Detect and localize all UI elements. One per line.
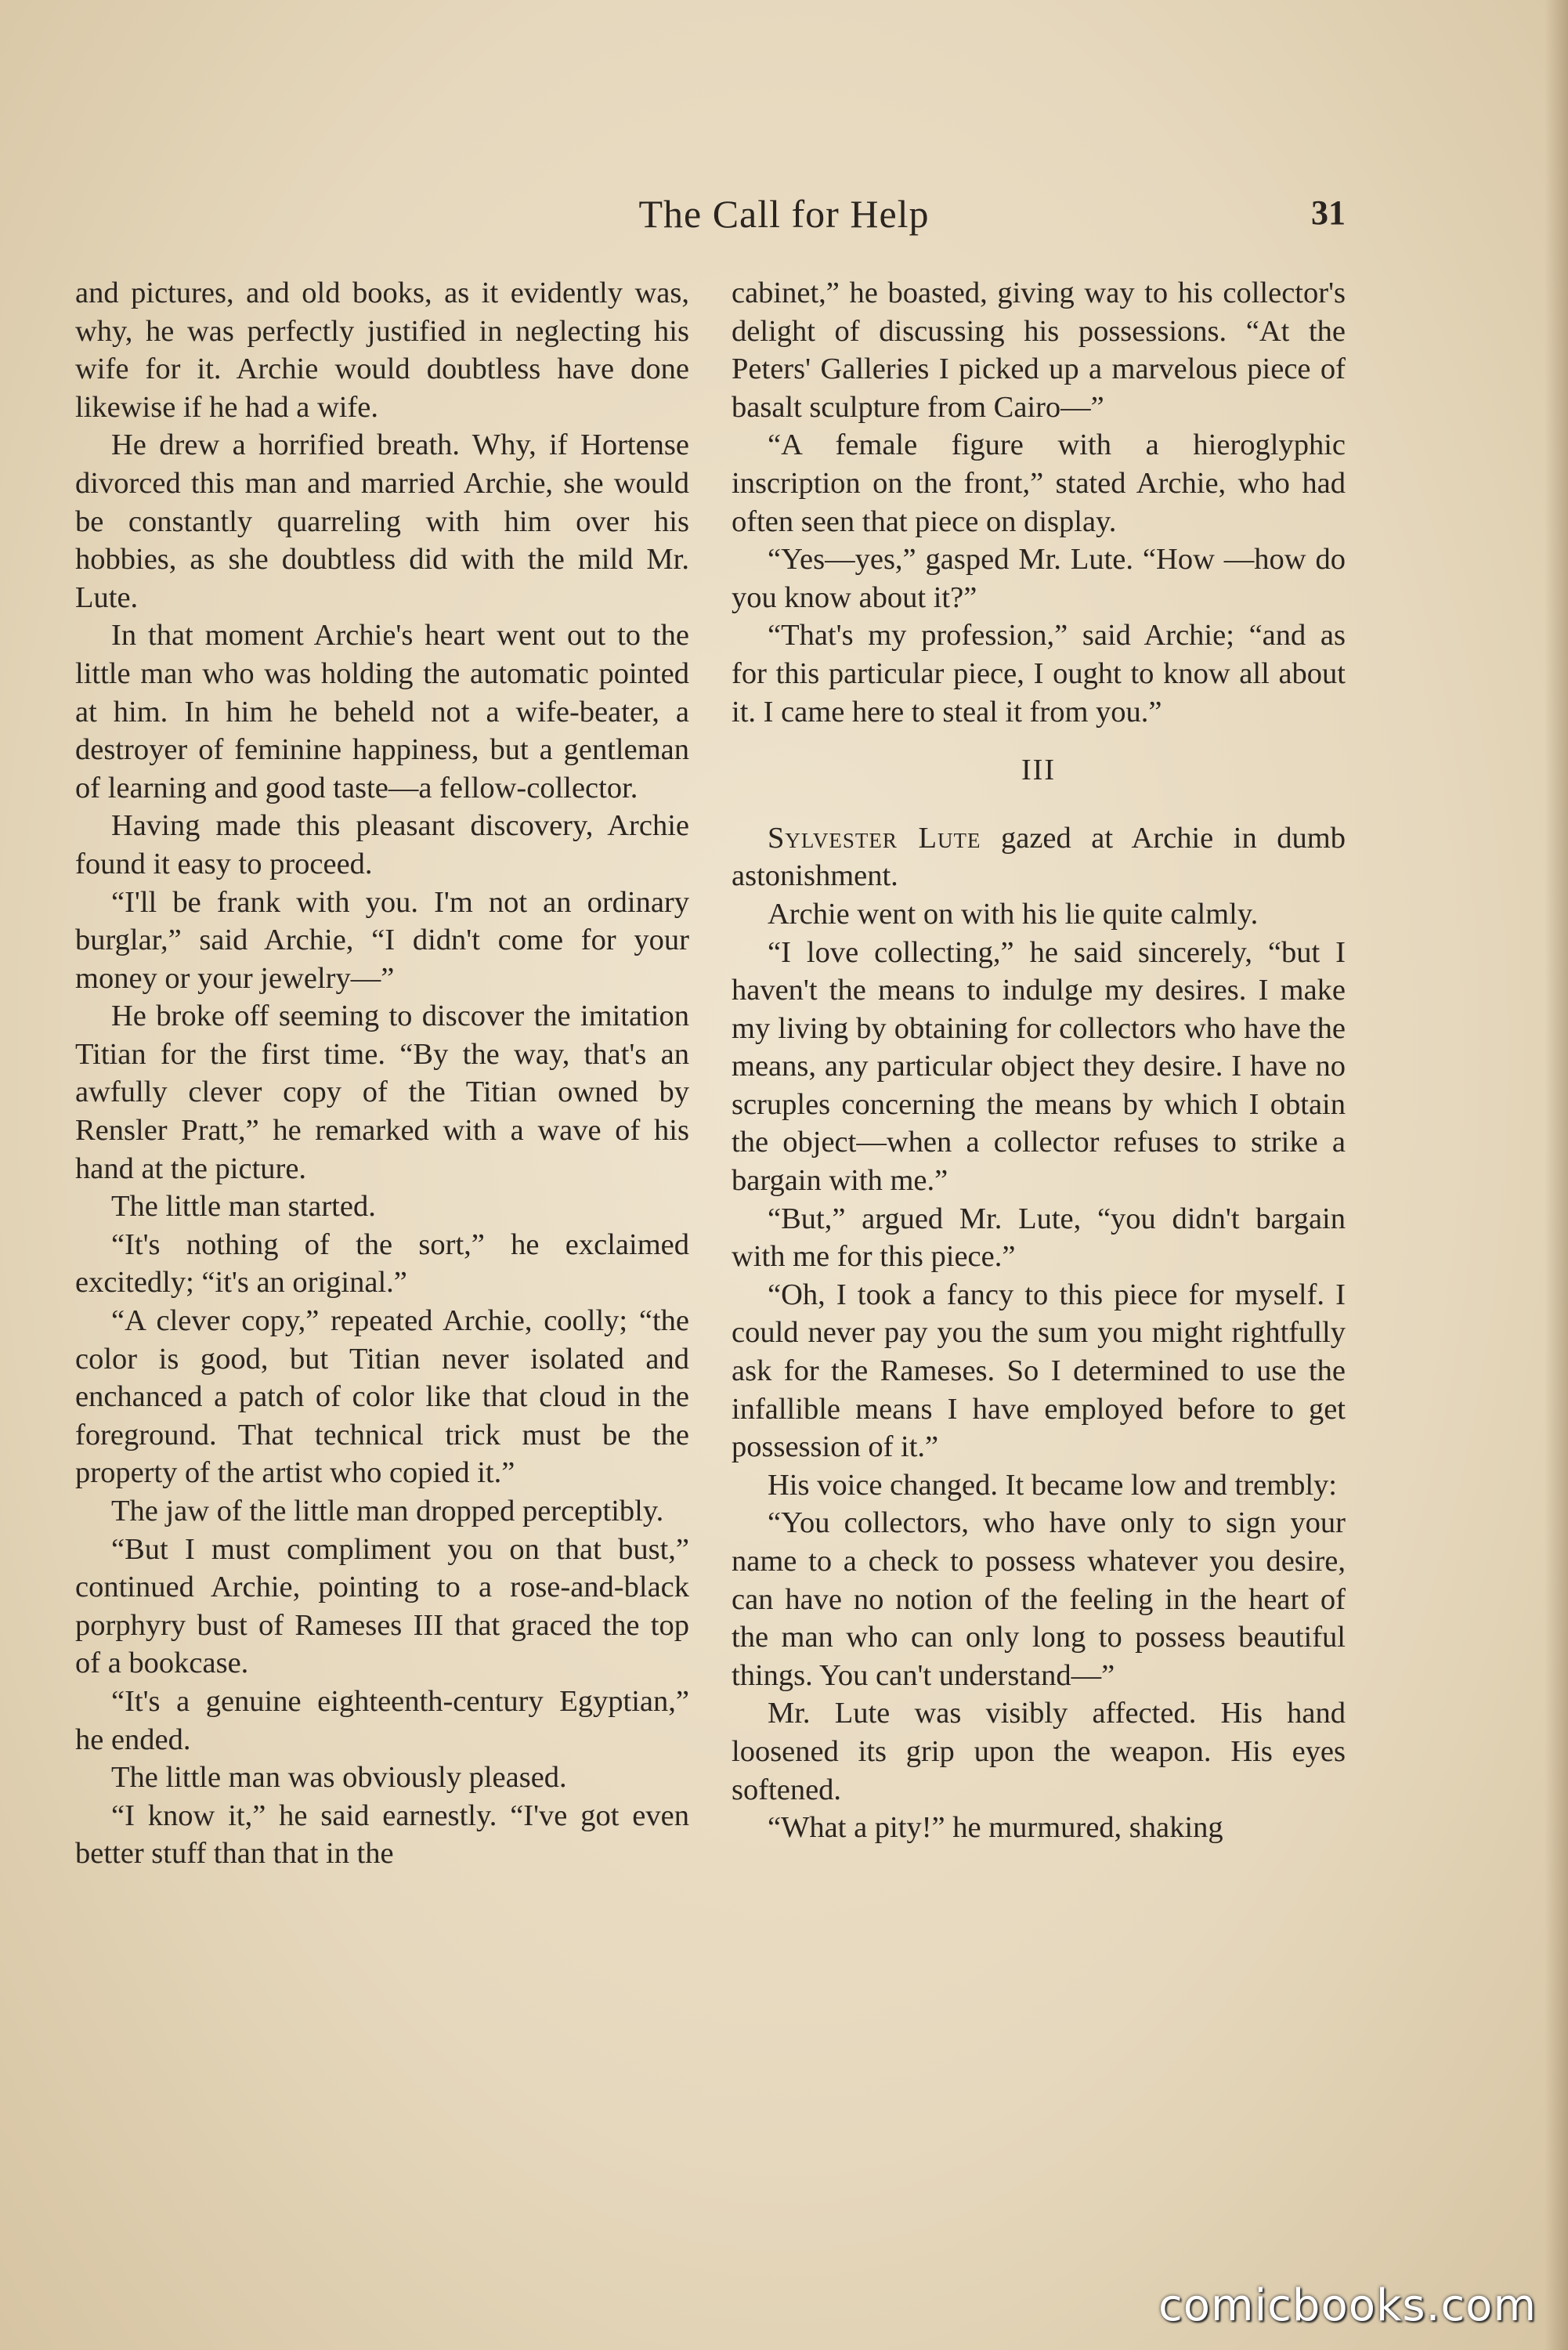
left-column: [75, 274, 689, 1873]
paragraph: “That's my profession,” said Archie; “and as for this particular piece, I ought to know all about it. I came here to steal it from you.”: [732, 619, 1346, 728]
paragraph: “It's nothing of the sort,” he exclaimed excitedly; “it's an original.”: [75, 1227, 689, 1300]
paragraph: Having made this pleasant discovery, Archie found it easy to proceed.: [75, 809, 689, 880]
section-opening-text: gazed at Archie in dumb astonishment.: [732, 821, 1346, 893]
paragraph: The little man was obviously pleased.: [111, 1761, 567, 1795]
paragraph: The jaw of the little man dropped perceptibly.: [111, 1495, 664, 1528]
paragraph: “Yes—yes,” gasped Mr. Lute. “How —how do you know about it?”: [732, 543, 1346, 614]
page-number: 31: [1311, 193, 1346, 232]
watermark: comicbooks.com: [1158, 2280, 1537, 2331]
page-header: [0, 186, 1568, 241]
paragraph: “Oh, I took a fancy to this piece for myself. I could never pay you the sum you might rightfully ask for the Rameses. So I determined to use the infallible means I have employed before to get possession of it.”: [732, 1278, 1346, 1464]
paragraph: He broke off seeming to discover the imitation Titian for the first time. “By the way, that's an awfully clever copy of the Titian owned by Rensler Pratt,” he remarked with a wave of his hand at the picture.: [75, 1000, 689, 1185]
paragraph: cabinet,” he boasted, giving way to his collector's delight of discussing his possessions. “At the Peters' Galleries I picked up a marvelous piece of basalt sculpture from Cairo—”: [732, 277, 1346, 424]
section-number: III: [1021, 754, 1056, 787]
running-head: The Call for Help: [638, 192, 930, 236]
paragraph: “A clever copy,” repeated Archie, coolly; “the color is good, but Titian never isolated and enchanced a patch of color like that cloud in the foreground. That technical trick must be the property of the artist who copied it.”: [75, 1304, 689, 1490]
paragraph: “But I must compliment you on that bust,” continued Archie, pointing to a rose-and-black porphyry bust of Rameses III that graced the top of a bookcase.: [75, 1532, 689, 1680]
paragraph: “I know it,” he said earnestly. “I've got even better stuff than that in the: [75, 1799, 689, 1871]
paragraph: and pictures, and old books, as it evidently was, why, he was perfectly justified in neglecting his wife for it. Archie would doubtless have done likewise if he had a wife.: [75, 277, 689, 424]
paragraph: “But,” argued Mr. Lute, “you didn't bargain with me for this piece.”: [732, 1202, 1346, 1274]
right-column: [732, 274, 1346, 1847]
paragraph: Mr. Lute was visibly affected. His hand loosened its grip upon the weapon. His eyes softened.: [732, 1697, 1346, 1806]
paragraph: “I love collecting,” he said sincerely, “but I haven't the means to indulge my desires. I make my living by obtaining for collectors who have the means, any particular object they desire. I have no scruples concerning the means by which I obtain the object—when a collector refuses to strike a bargain with me.”: [732, 935, 1346, 1198]
paragraph: The little man started.: [111, 1190, 376, 1224]
paragraph: “It's a genuine eighteenth-century Egyptian,” he ended.: [75, 1684, 689, 1756]
paragraph: Archie went on with his lie quite calmly.: [768, 897, 1259, 931]
paragraph: His voice changed. It became low and trembly:: [768, 1468, 1337, 1502]
paragraph: “You collectors, who have only to sign your name to a check to possess whatever you desire, can have no notion of the feeling in the heart of the man who can only long to possess beautiful things. You can't understand—”: [732, 1506, 1346, 1692]
paragraph: “What a pity!” he murmured, shaking: [768, 1811, 1223, 1845]
paragraph: “A female figure with a hieroglyphic inscription on the front,” stated Archie, who had often seen that piece on display.: [732, 428, 1346, 538]
section-opening-paragraph: [732, 819, 1346, 895]
paragraph: In that moment Archie's heart went out to the little man who was holding the automatic pointed at him. In him he beheld not a wife-beater, a destroyer of feminine happiness, but a gentleman of learning and good taste—a fellow-collector.: [75, 619, 689, 804]
section-opening-name: Sylvester Lute: [768, 821, 981, 855]
paragraph: He drew a horrified breath. Why, if Hortense divorced this man and married Archie, she would be constantly quarreling with him over his hobbies, as she doubtless did with the mild Mr. Lute.: [75, 428, 689, 614]
paragraph: “I'll be frank with you. I'm not an ordinary burglar,” said Archie, “I didn't come for your money or your jewelry—”: [75, 885, 689, 995]
